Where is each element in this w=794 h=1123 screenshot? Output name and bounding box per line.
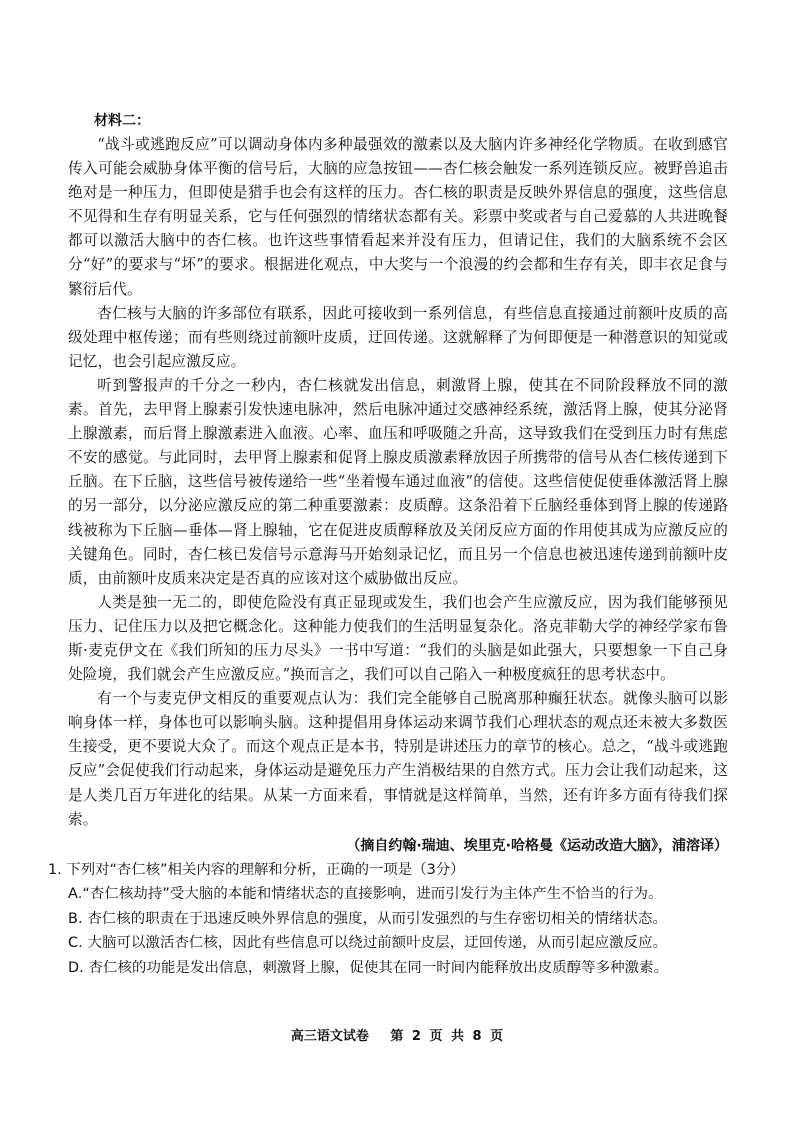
option-a: A.“杏仁核劫持”受大脑的本能和情绪状态的直接影响，进而引发行为主体产生不恰当的行为。 (68, 886, 663, 903)
paragraph-5: 有一个与麦克伊文相反的重要观点认为：我们完全能够自己脱离那种癫狂状态。就像头脑可以影响身体一样，身体也可以影响头脑。这种提倡用身体运动来调节我们心理状态的观点还未被大多数医生接受，更不要说大众了。而这个观点正是本书，特别是讲述压力的章节的核心。总之，“战斗或逃跑反应”会促使我们行动起来，身体运动是避免压力产生消极结果的自然方式。压力会让我们动起来，这是人类几百万年进化的结果。从某一方面来看，事情就是这样简单，当然，还有许多方面有待我们探索。 (68, 690, 728, 828)
option-c: C. 大脑可以激活杏仁核，因此有些信息可以绕过前额叶皮层，迂回传递，从而引起应激反应。 (68, 935, 668, 952)
option-b: B. 杏仁核的职责在于迅速反映外界信息的强度，从而引发强烈的与生存密切相关的情绪状态。 (68, 910, 667, 927)
paragraph-1: “战斗或逃跑反应”可以调动身体内多种最强效的激素以及大脑内许多神经化学物质。在收到感官传入可能会威胁身体平衡的信号后，大脑的应急按钮——杏仁核会触发一系列连锁反应。被野兽追击绝对是一种压力，但即使是猎手也会有这样的压力。杏仁核的职责是反映外界信息的强度，这些信息不见得和生存有明显关系，它与任何强烈的情绪状态都有关。彩票中奖或者与自己爱慕的人共进晚餐都可以激活大脑中的杏仁核。也许这些事情看起来并没有压力，但请记住，我们的大脑系统不会区分“好”的要求与“坏”的要求。根据进化观点，中大奖与一个浪漫的约会都和生存有关，即丰衣足食与繁衍后代。 (68, 136, 728, 298)
paragraph-3: 听到警报声的千分之一秒内，杏仁核就发出信息，刺激肾上腺，使其在不同阶段释放不同的激素。首先，去甲肾上腺素引发快速电脉冲，然后电脉冲通过交感神经系统，激活肾上腺，使其分泌肾上腺激素，而后肾上腺激素进入血液。心率、血压和呼吸随之升高，这导致我们在受到压力时有焦虑不安的感觉。与此同时，去甲肾上腺素和促肾上腺皮质激素释放因子所携带的信号从杏仁核传递到下丘脑。在下丘脑，这些信号被传递给一些“坐着慢车通过血液”的信使。这些信使促使垂体激活肾上腺的另一部分，以分泌应激反应的第二种重要激素：皮质醇。这条沿着下丘脑经垂体到肾上腺的传递路线被称为下丘脑—垂体—肾上腺轴，它在促进皮质醇释放及关闭反应方面的作用使其成为应激反应的关键角色。同时，杏仁核已发信号示意海马开始刻录记忆，而且另一个信息也被迅速传递到前额叶皮质，由前额叶皮质来决定是否真的应该对这个威胁做出反应。 (68, 376, 728, 587)
page-footer: 高三语文试卷 第 2 页 共 8 页 (290, 1029, 504, 1044)
question-stem: 1. 下列对“杏仁核”相关内容的理解和分析，正确的一项是（3分） (48, 861, 465, 878)
material-heading: 材料二： (94, 113, 150, 129)
source-citation: （摘自约翰·瑞迪、埃里克·哈格曼《运动改造大脑》，浦溶译） (346, 837, 728, 854)
paragraph-2: 杏仁核与大脑的许多部位有联系，因此可接收到一系列信息，有些信息直接通过前额叶皮质的高级处理中枢传递；而有些则绕过前额叶皮质，迂回传递。这就解释了为何即便是一种潜意识的知觉或记忆，也会引起应激反应。 (68, 304, 728, 370)
option-d: D. 杏仁核的功能是发出信息，刺激肾上腺，促使其在同一时间内能释放出皮质醇等多种激素。 (68, 959, 669, 976)
answer-options (68, 882, 728, 980)
page-content (48, 109, 728, 980)
paragraph-4: 人类是独一无二的，即使危险没有真正显现或发生，我们也会产生应激反应，因为我们能够预见压力、记住压力以及把它概念化。这种能力使我们的生活明显复杂化。洛克菲勒大学的神经学家布鲁斯·麦克伊文在《我们所知的压力尽头》一书中写道：“我们的头脑是如此强大，只要想象一下自己身处险境，我们就会产生应激反应。”换而言之，我们可以自己陷入一种极度疯狂的思考状态中。 (68, 593, 728, 684)
